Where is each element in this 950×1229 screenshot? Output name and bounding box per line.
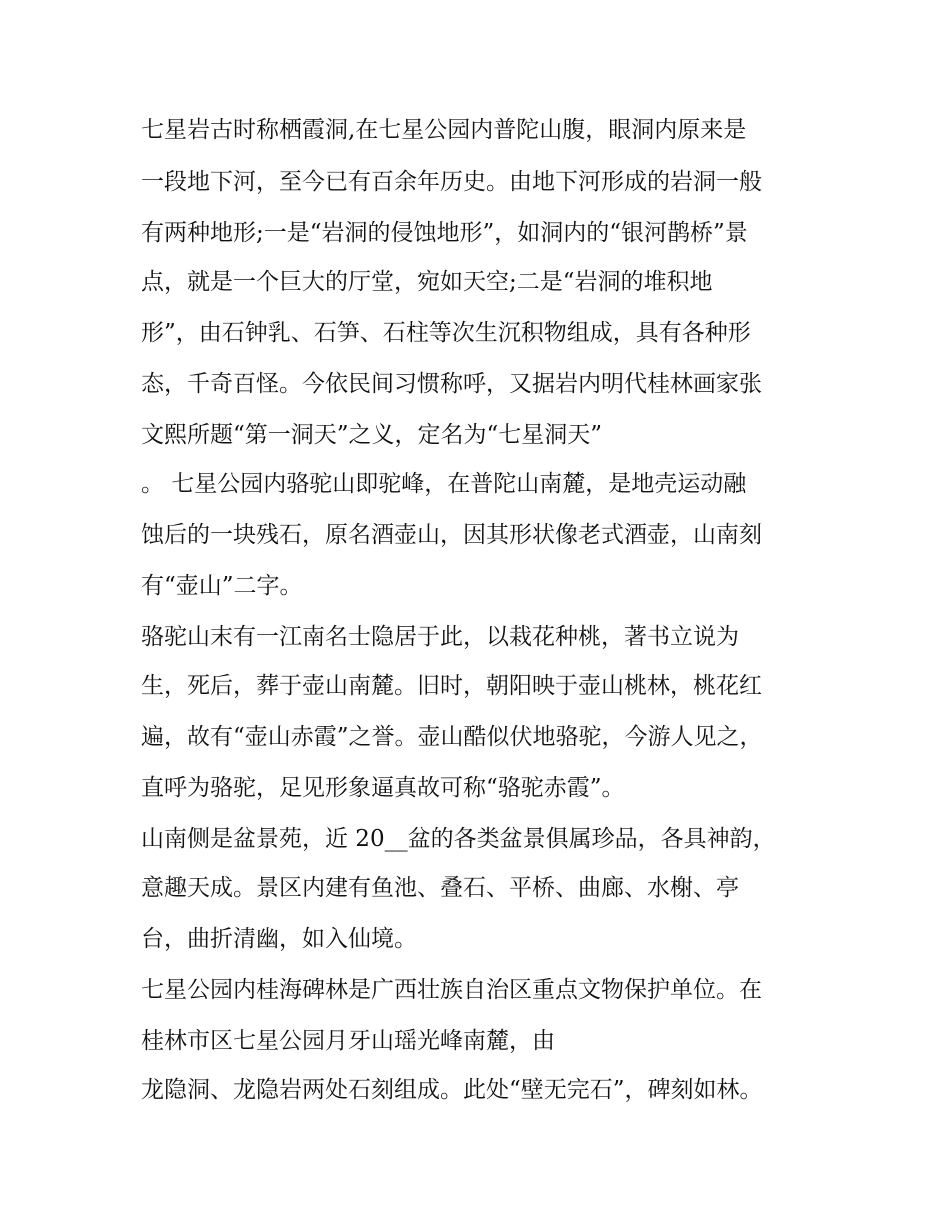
text-line: 蚀后的一块残石，原名酒壶山，因其形状像老式酒壶，山南刻 xyxy=(141,522,762,548)
text-line: 桂林市区七星公园月牙山瑶光峰南麓，由 xyxy=(141,1028,555,1054)
text-line: 有“壶山”二字。 xyxy=(141,573,303,599)
text-line: 一段地下河，至今已有百余年历史。由地下河形成的岩洞一般 xyxy=(141,169,762,195)
text-line: 态，千奇百怪。今依民间习惯称呼，又据岩内明代桂林画家张 xyxy=(141,371,762,397)
text-line: 龙隐洞、龙隐岩两处石刻组成。此处“壁无完石”，碑刻如林。 xyxy=(141,1077,763,1103)
text-line: 。 七星公园内骆驼山即驼峰，在普陀山南麓，是地壳运动融 xyxy=(141,471,747,497)
text-line: 七星公园内桂海碑林是广西壮族自治区重点文物保护单位。在 xyxy=(141,977,762,1003)
text-line: 遍，故有“壶山赤霞”之誉。壶山酷似伏地骆驼，今游人见之， xyxy=(141,724,763,750)
text-line: 意趣天成。景区内建有鱼池、叠石、平桥、曲廊、水榭、亭 xyxy=(141,875,739,901)
text-line: 七星岩古时称栖霞洞,在七星公园内普陀山腹，眼洞内原来是 xyxy=(141,117,747,143)
text-line: 形”，由石钟乳、石笋、石柱等次生沉积物组成，具有各种形 xyxy=(141,320,751,346)
text-line: 生，死后，葬于壶山南麓。旧时，朝阳映于壶山桃林，桃花红 xyxy=(141,673,762,699)
text-line: 台，曲折清幽，如入仙境。 xyxy=(141,926,417,952)
text-line: 直呼为骆驼，足见形象逼真故可称“骆驼赤霞”。 xyxy=(141,775,625,801)
text-line: 山南侧是盆景苑，近 20__盆的各类盆景俱属珍品，各具神韵， xyxy=(141,826,776,852)
text-line: 文熙所题“第一洞天”之义，定名为“七星洞天” xyxy=(141,422,603,448)
text-line: 点，就是一个巨大的厅堂，宛如天空;二是“岩洞的堆积地 xyxy=(141,269,713,295)
text-line: 骆驼山末有一江南名士隐居于此，以栽花种桃，著书立说为 xyxy=(141,624,739,650)
text-line: 有两种地形;一是“岩洞的侵蚀地形”，如洞内的“银河鹊桥”景 xyxy=(141,220,748,246)
